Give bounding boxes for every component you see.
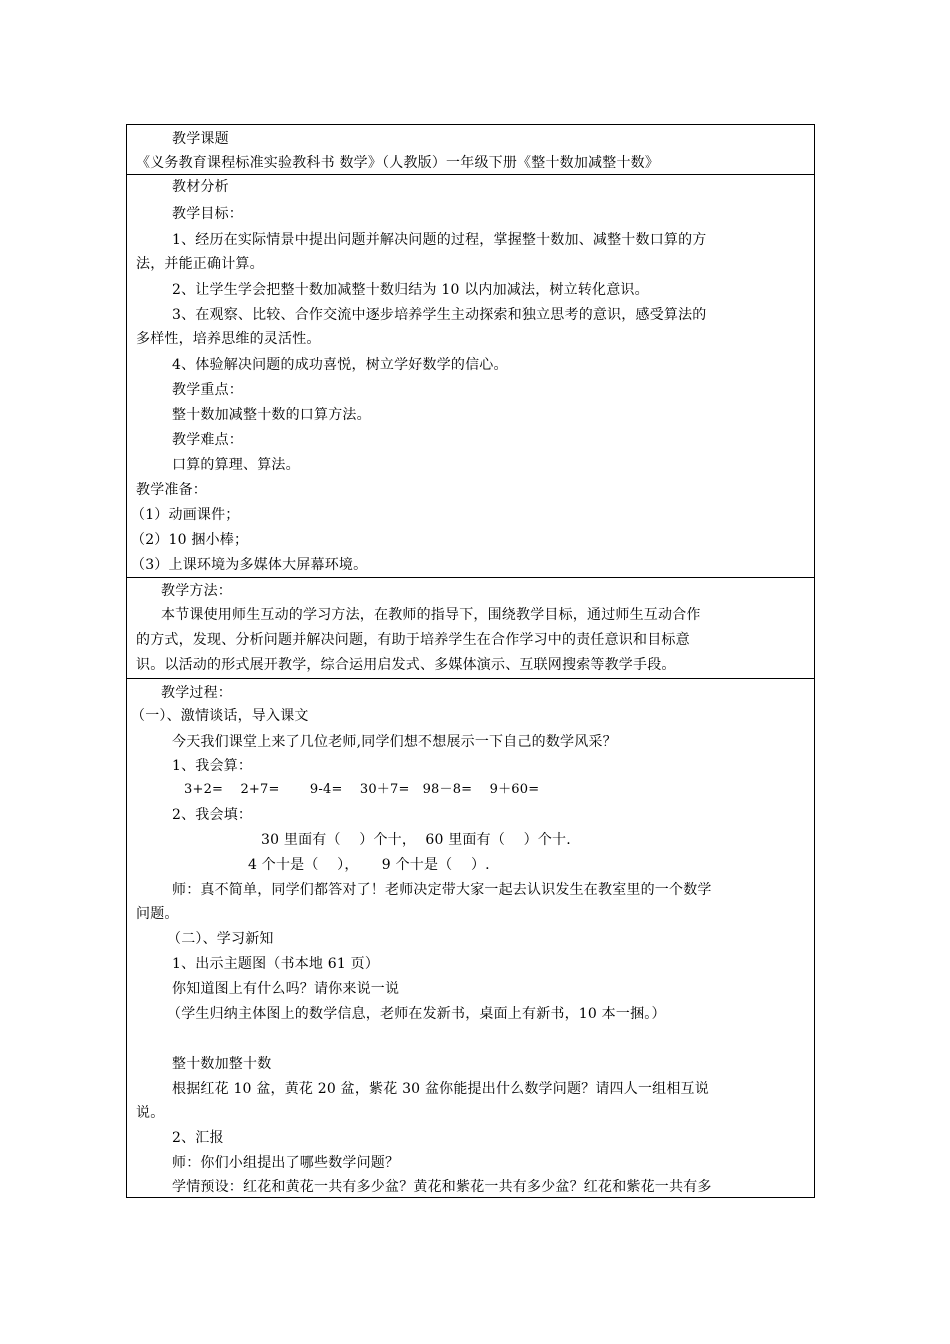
question-text: 根据红花 10 盆，黄花 20 盆，紫花 30 盆你能提出什么数学问题？请四人一组相互说 xyxy=(172,1081,709,1097)
lesson-plan-table xyxy=(126,124,815,1198)
prep-item-1: （1）动画课件； xyxy=(131,507,240,523)
fill-label: 2、我会填： xyxy=(172,807,253,823)
goal-2: 2、让学生学会把整十数加减整十数归结为 10 以内加减法，树立转化意识。 xyxy=(172,282,649,298)
section-heading-method: 教学方法： xyxy=(161,583,232,599)
goal-1: 1、经历在实际情景中提出问题并解决问题的过程，掌握整十数加、减整十数口算的方 xyxy=(172,232,707,248)
step-2: 2、汇报 xyxy=(172,1130,224,1146)
step-1: 1、出示主题图（书本地 61 页） xyxy=(172,956,380,972)
section-heading-process: 教学过程： xyxy=(161,685,232,701)
goal-3: 3、在观察、比较、合作交流中逐步培养学生主动探索和独立思考的意识，感受算法的 xyxy=(172,307,707,323)
prep-label: 教学准备： xyxy=(136,482,207,498)
calc-label: 1、我会算： xyxy=(172,758,253,774)
goal-4: 4、体验解决问题的成功喜悦，树立学好数学的信心。 xyxy=(172,357,508,373)
lesson-title: 《义务教育课程标准实验教科书 数学》（人教版）一年级下册《整十数加减整十数》 xyxy=(136,155,660,171)
ask-text: 你知道图上有什么吗？请你来说一说 xyxy=(172,981,400,997)
fill-exercise-1: 30 里面有（ ）个十， 60 里面有（ ）个十. xyxy=(261,832,571,848)
method-line-3: 识。以活动的形式展开教学，综合运用启发式、多媒体演示、互联网搜索等教学手段。 xyxy=(136,657,676,673)
section-heading-topic: 教学课题 xyxy=(172,131,229,147)
intro-text: 今天我们课堂上来了几位老师,同学们想不想展示一下自己的数学风采？ xyxy=(172,734,617,750)
goal-3-cont: 多样性，培养思维的灵活性。 xyxy=(136,331,321,347)
difficult-point: 口算的算理、算法。 xyxy=(172,457,300,473)
prep-item-3: （3）上课环境为多媒体大屏幕环境。 xyxy=(131,557,368,573)
student-note: （学生归纳主体图上的数学信息，老师在发新书，桌面上有新书，10 本一捆。） xyxy=(167,1006,666,1022)
teacher-remark-1-cont: 问题。 xyxy=(136,906,179,922)
key-label: 教学重点： xyxy=(172,382,243,398)
key-point: 整十数加减整十数的口算方法。 xyxy=(172,407,371,423)
row-divider xyxy=(127,678,814,679)
topic-text: 整十数加整十数 xyxy=(172,1056,272,1072)
section-heading-analysis: 教材分析 xyxy=(172,179,229,195)
calc-exercises: 3+2= 2+7= 9-4= 30＋7= 98－8= 9＋60= xyxy=(184,782,540,797)
method-line-2: 的方式，发现、分析问题并解决问题，有助于培养学生在合作学习中的责任意识和目标意 xyxy=(136,632,690,648)
part-1-heading: （一）、激情谈话，导入课文 xyxy=(131,708,309,724)
row-divider xyxy=(127,577,814,578)
teacher-remark-2: 师：你们小组提出了哪些数学问题？ xyxy=(172,1155,400,1171)
prep-item-2: （2）10 捆小棒； xyxy=(131,532,249,548)
fill-exercise-2: 4 个十是（ ）， 9 个十是（ ）. xyxy=(248,857,490,873)
preview-text: 学情预设：红花和黄花一共有多少盆？黄花和紫花一共有多少盆？红花和紫花一共有多 xyxy=(172,1179,712,1195)
goals-label: 教学目标： xyxy=(172,206,243,222)
method-line-1: 本节课使用师生互动的学习方法，在教师的指导下，围绕教学目标，通过师生互动合作 xyxy=(161,607,701,623)
difficult-label: 教学难点： xyxy=(172,432,243,448)
part-2-heading: （二）、学习新知 xyxy=(167,931,274,947)
question-text-cont: 说。 xyxy=(136,1105,165,1121)
teacher-remark-1: 师：真不简单，同学们都答对了！老师决定带大家一起去认识发生在教室里的一个数学 xyxy=(172,882,712,898)
goal-1-cont: 法，并能正确计算。 xyxy=(136,256,264,272)
